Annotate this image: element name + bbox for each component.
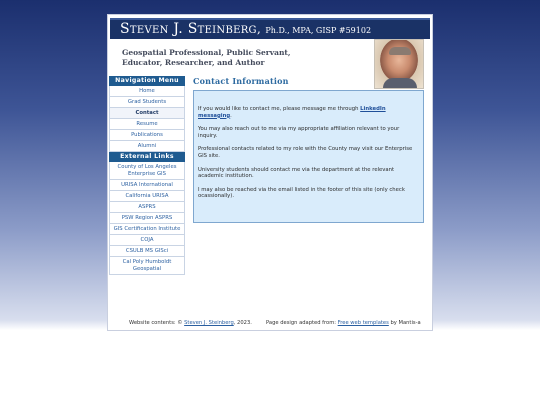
ext-link-california-urisa[interactable]: California URISA bbox=[109, 191, 185, 202]
page-container bbox=[107, 14, 433, 331]
ext-link-cal-poly-humboldt[interactable]: Cal Poly Humboldt Geospatial bbox=[109, 257, 185, 275]
site-owner-name: Steven J. Steinberg bbox=[120, 21, 257, 37]
footer-design-credit: Page design adapted from: Free web templates by Mantis-a bbox=[266, 320, 421, 326]
site-title: Steven J. Steinberg, Ph.D., MPA, GISP #59102 bbox=[120, 21, 372, 37]
nav-item-contact[interactable]: Contact bbox=[109, 108, 185, 119]
ext-link-asprs[interactable]: ASPRS bbox=[109, 202, 185, 213]
contact-info-box bbox=[193, 90, 424, 223]
ext-link-la-county-gis[interactable]: County of Los Angeles Enterprise GIS bbox=[109, 162, 185, 180]
page-title: Contact Information bbox=[193, 76, 289, 86]
nav-item-alumni[interactable]: Alumni bbox=[109, 141, 185, 152]
ext-link-csulb-gisci[interactable]: CSULB MS GISci bbox=[109, 246, 185, 257]
linkedin-link[interactable]: LinkedIn messaging bbox=[198, 106, 386, 119]
external-links-heading: External Links bbox=[109, 152, 185, 162]
contact-paragraph-4: University students should contact me via the department at the relevant academic institution. bbox=[198, 166, 395, 180]
contact-paragraph-3: Professional contacts related to my role with the County may visit our Enterprise GIS site. bbox=[198, 146, 413, 159]
site-tagline bbox=[122, 48, 302, 67]
ext-link-urisa-international[interactable]: URISA International bbox=[109, 180, 185, 191]
sidebar bbox=[109, 76, 185, 275]
nav-item-publications[interactable]: Publications bbox=[109, 130, 185, 141]
footer-owner-link[interactable]: Steven J. Steinberg bbox=[184, 320, 234, 326]
tagline-line-2: Educator, Researcher, and Author bbox=[122, 57, 265, 67]
nav-item-resume[interactable]: Resume bbox=[109, 119, 185, 130]
contact-paragraph-1: If you would like to contact me, please message me through LinkedIn messaging. bbox=[198, 106, 386, 119]
ext-link-psw-region-asprs[interactable]: PSW Region ASPRS bbox=[109, 213, 185, 224]
site-banner bbox=[110, 18, 430, 39]
footer-template-link[interactable]: Free web templates bbox=[337, 320, 389, 326]
ext-link-coja[interactable]: COJA bbox=[109, 235, 185, 246]
nav-item-grad-students[interactable]: Grad Students bbox=[109, 97, 185, 108]
site-credentials: Ph.D., MPA, GISP #59102 bbox=[265, 26, 372, 35]
nav-item-home[interactable]: Home bbox=[109, 86, 185, 97]
footer-copyright: Website contents: © Steven J. Steinberg, 2023. bbox=[129, 320, 252, 326]
nav-menu-heading: Navigation Menu bbox=[109, 76, 185, 86]
contact-paragraph-2: You may also reach out to me via my appropriate affiliation relevant to your inquiry. bbox=[198, 126, 400, 139]
ext-link-gis-certification[interactable]: GIS Certification Institute bbox=[109, 224, 185, 235]
tagline-line-1: Geospatial Professional, Public Servant, bbox=[122, 48, 291, 57]
contact-paragraph-5: I may also be reached via the email listed in the footer of this site (only check ocassionally). bbox=[198, 186, 405, 200]
profile-photo bbox=[374, 39, 424, 89]
